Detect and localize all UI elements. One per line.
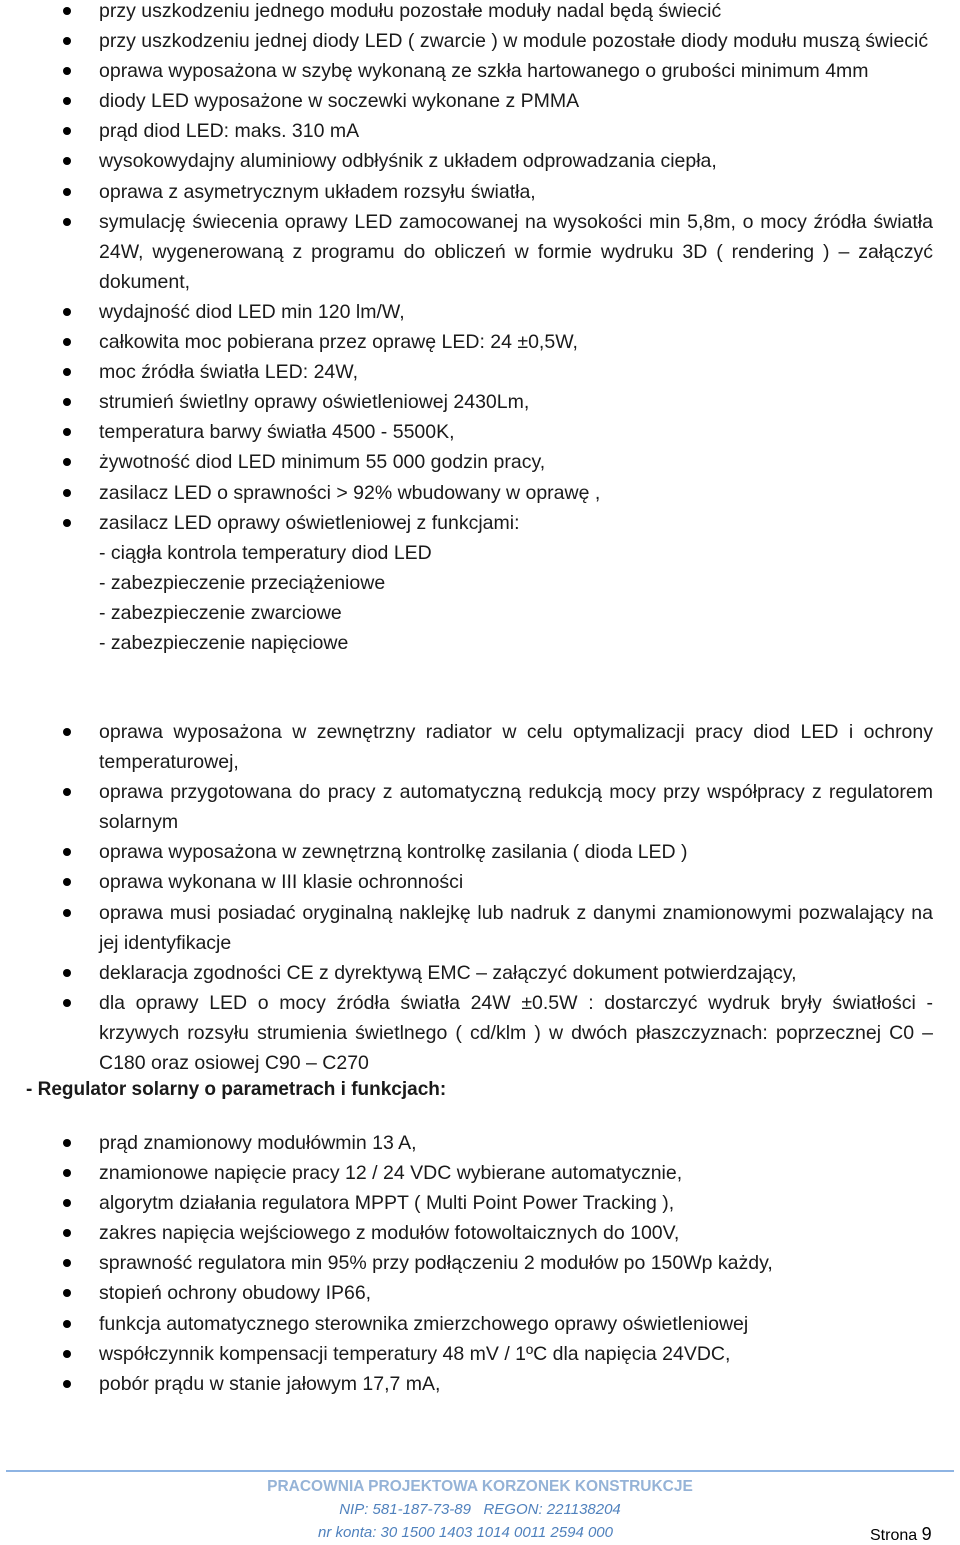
footer-company-name: PRACOWNIA PROJEKTOWA KORZONEK KONSTRUKCJE [267, 1478, 693, 1495]
list-item: prąd diod LED: maks. 310 mA [0, 116, 933, 146]
list-item: moc źródła światła LED: 24W, [0, 357, 933, 387]
list-item: znamionowe napięcie pracy 12 / 24 VDC wybierane automatycznie, [0, 1158, 933, 1188]
list-item: algorytm działania regulatora MPPT ( Multi Point Power Tracking ), [0, 1188, 933, 1218]
list-item: deklaracja zgodności CE z dyrektywą EMC – załączyć dokument potwierdzający, [0, 958, 933, 988]
page-label: Strona [870, 1527, 918, 1544]
footer-bank-account: nr konta: 30 1500 1403 1014 0011 2594 000 [318, 1524, 613, 1541]
footer-divider [6, 1470, 954, 1472]
list-item: oprawa wyposażona w szybę wykonaną ze szkła hartowanego o grubości minimum 4mm [0, 56, 933, 86]
list-item: oprawa wykonana w III klasie ochronności [0, 867, 933, 897]
list-item: wydajność diod LED min 120 lm/W, [0, 297, 933, 327]
list-item: diody LED wyposażone w soczewki wykonane z PMMA [0, 86, 933, 116]
list-item: sprawność regulatora min 95% przy podłączeniu 2 modułów po 150Wp każdy, [0, 1248, 933, 1278]
section-heading: - Regulator solarny o parametrach i funkcjach: [26, 1079, 447, 1100]
list-item: temperatura barwy światła 4500 - 5500K, [0, 417, 933, 447]
list-item: oprawa z asymetrycznym układem rozsyłu światła, [0, 177, 933, 207]
luminaire-features-list [0, 717, 960, 1078]
list-item: żywotność diod LED minimum 55 000 godzin pracy, [0, 447, 933, 477]
page-number [870, 1524, 932, 1545]
footer-tax-ids: NIP: 581-187-73-89 REGON: 221138204 [339, 1501, 621, 1518]
function-item: - zabezpieczenie przeciążeniowe [99, 571, 386, 594]
page-number-value: 9 [921, 1524, 932, 1544]
list-item: stopień ochrony obudowy IP66, [0, 1278, 933, 1308]
list-item: symulację świecenia oprawy LED zamocowanej na wysokości min 5,8m, o mocy źródła światła 24W, wygenerowaną z programu do obliczeń w formie wydruku 3D ( rendering ) – załączyć dokument, [0, 207, 933, 297]
list-item: funkcja automatycznego sterownika zmierzchowego oprawy oświetleniowej [0, 1309, 933, 1339]
list-item: oprawa przygotowana do pracy z automatyczną redukcją mocy przy współpracy z regulatorem solarnym [0, 777, 933, 837]
list-item: oprawa wyposażona w zewnętrzną kontrolkę zasilania ( dioda LED ) [0, 837, 933, 867]
list-item-text: zasilacz LED oprawy oświetleniowej z funkcjami: [99, 511, 520, 534]
solar-regulator-parameters-list [0, 1128, 960, 1399]
list-item: dla oprawy LED o mocy źródła światła 24W ±0.5W : dostarczyć wydruk bryły światłości - krzywych rozsyłu strumienia świetlnego ( cd/klm ) w dwóch płaszczyznach: poprzecznej C0 – C180 oraz osiowej C90 – C270 [0, 988, 933, 1078]
list-item: pobór prądu w stanie jałowym 17,7 mA, [0, 1369, 933, 1399]
list-item: prąd znamionowy modułówmin 13 A, [0, 1128, 933, 1158]
list-item-power-supply-functions [0, 508, 933, 658]
list-item: współczynnik kompensacji temperatury 48 mV / 1ºC dla napięcia 24VDC, [0, 1339, 933, 1369]
function-item: - ciągła kontrola temperatury diod LED [99, 541, 432, 564]
list-item: strumień świetlny oprawy oświetleniowej 2430Lm, [0, 387, 933, 417]
function-item: - zabezpieczenie zwarciowe [99, 601, 342, 624]
list-item: zakres napięcia wejściowego z modułów fotowoltaicznych do 100V, [0, 1218, 933, 1248]
list-item: przy uszkodzeniu jednego modułu pozostałe moduły nadal będą świecić [0, 0, 933, 26]
led-luminaire-requirements-list [0, 0, 960, 658]
function-item: - zabezpieczenie napięciowe [99, 631, 349, 654]
list-item: oprawa wyposażona w zewnętrzny radiator w celu optymalizacji pracy diod LED i ochrony temperaturowej, [0, 717, 933, 777]
list-item: wysokowydajny aluminiowy odbłyśnik z układem odprowadzania ciepła, [0, 146, 933, 176]
list-item: oprawa musi posiadać oryginalną naklejkę lub nadruk z danymi znamionowymi pozwalający na jej identyfikacje [0, 898, 933, 958]
list-item: całkowita moc pobierana przez oprawę LED: 24 ±0,5W, [0, 327, 933, 357]
list-item: zasilacz LED o sprawności > 92% wbudowany w oprawę , [0, 478, 933, 508]
list-item: przy uszkodzeniu jednej diody LED ( zwarcie ) w module pozostałe diody modułu muszą świecić [0, 26, 933, 56]
